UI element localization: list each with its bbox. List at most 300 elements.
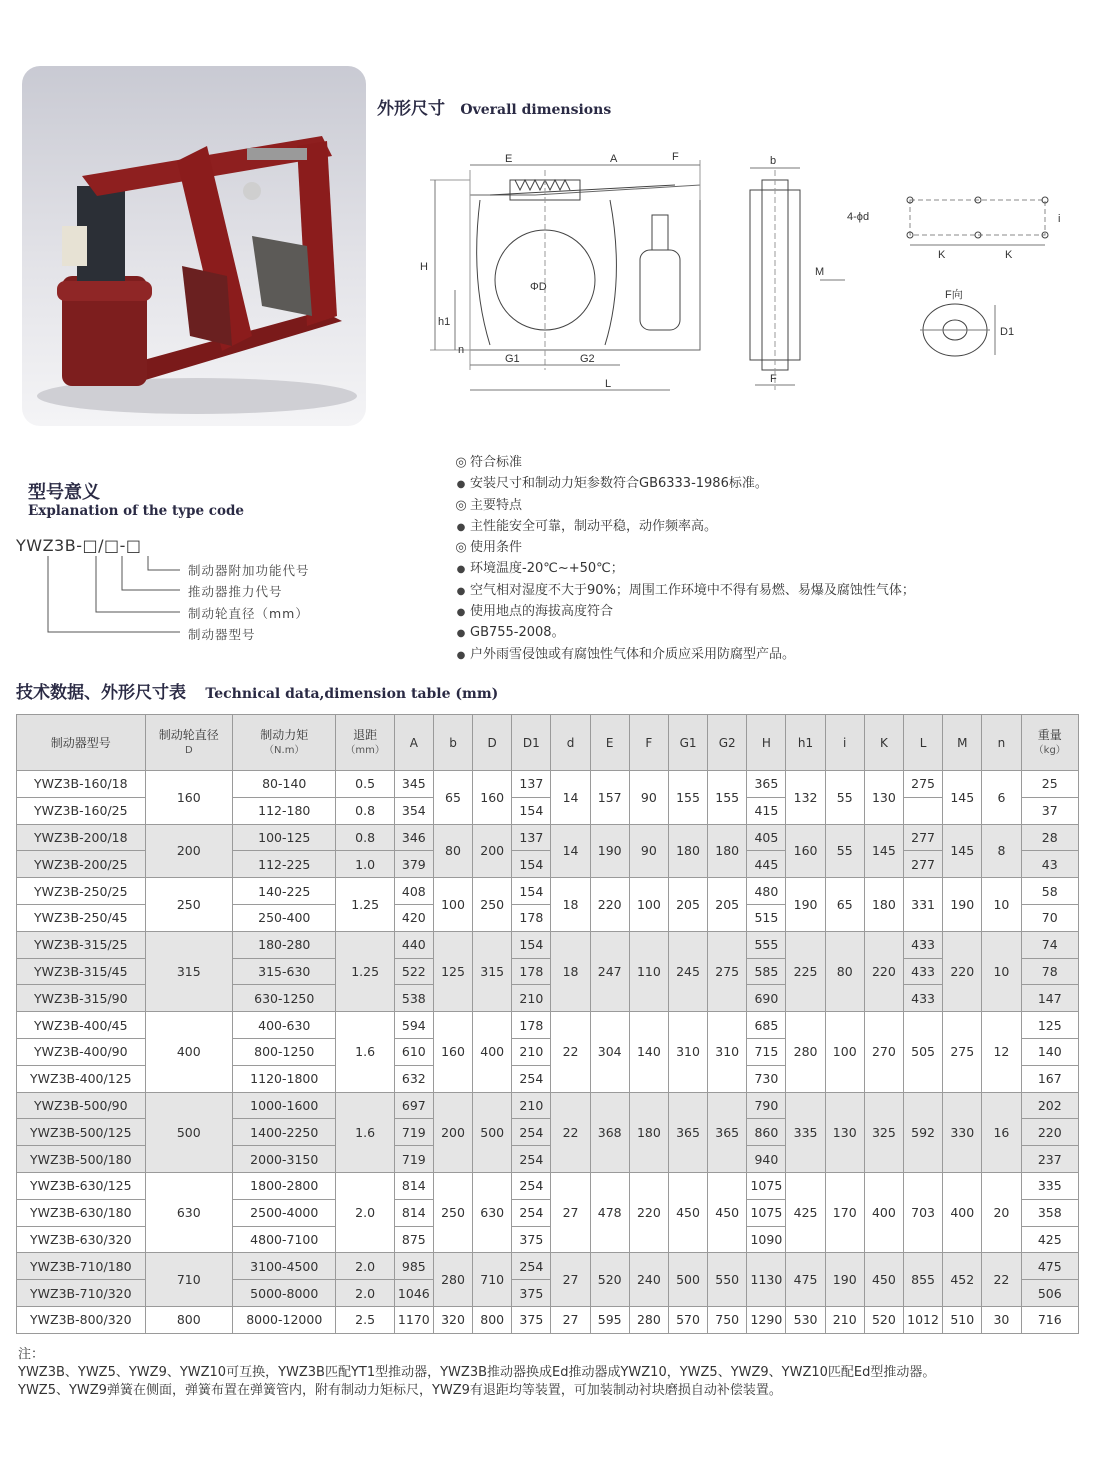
cell-H: 405 <box>747 824 786 851</box>
type-code-item-2: 推动器推力代号 <box>188 584 283 599</box>
cell-A: 814 <box>394 1172 433 1199</box>
dim-label-G2: G2 <box>580 353 595 365</box>
table-row <box>17 1012 1079 1039</box>
cell-F: 110 <box>629 931 668 1011</box>
cell-M: 190 <box>943 878 982 932</box>
cell-h1: 190 <box>786 878 825 932</box>
cell-E: 520 <box>590 1253 629 1307</box>
cell-H: 1075 <box>747 1172 786 1199</box>
table-title-en: Technical data,dimension table (mm) <box>205 686 499 702</box>
cell-torque: 2500-4000 <box>233 1199 336 1226</box>
cell-A: 814 <box>394 1199 433 1226</box>
dimensions-title-en: Overall dimensions <box>460 102 612 118</box>
table-header-cell <box>708 715 747 771</box>
cell-model: YWZ3B-315/90 <box>17 985 146 1012</box>
cell-torque: 180-280 <box>233 931 336 958</box>
dimensions-title <box>377 94 611 119</box>
cell-G1: 570 <box>668 1306 707 1333</box>
cell-torque: 1400-2250 <box>233 1119 336 1146</box>
cell-D: 250 <box>145 878 232 932</box>
cell-D: 160 <box>145 771 232 825</box>
cell-K: 450 <box>864 1253 903 1307</box>
cell-ret: 1.6 <box>336 1012 394 1092</box>
cell-Dw: 400 <box>473 1012 512 1092</box>
product-photo <box>22 66 366 426</box>
cell-n: 8 <box>982 824 1021 878</box>
table-header-cell <box>336 715 394 771</box>
header-label: b <box>449 735 457 750</box>
dim-label-4phid: 4-ϕd <box>847 211 870 223</box>
cell-H: 1290 <box>747 1306 786 1333</box>
cell-G2: 275 <box>708 931 747 1011</box>
dim-label-E: E <box>505 153 513 165</box>
cell-torque: 4800-7100 <box>233 1226 336 1253</box>
cell-E: 478 <box>590 1172 629 1252</box>
cell-d: 18 <box>551 878 590 932</box>
cell-A: 1046 <box>394 1280 433 1307</box>
cell-b: 100 <box>433 878 472 932</box>
cell-G2: 155 <box>708 771 747 825</box>
header-label: D1 <box>522 735 540 750</box>
type-code: YWZ3B-□/□-□ <box>16 536 142 555</box>
cell-D1: 154 <box>512 878 551 905</box>
cell-A: 538 <box>394 985 433 1012</box>
table-header-cell <box>864 715 903 771</box>
cell-model: YWZ3B-630/180 <box>17 1199 146 1226</box>
standards-text: GB755-2008。 <box>470 625 565 641</box>
cell-n: 12 <box>982 1012 1021 1092</box>
cell-torque: 630-1250 <box>233 985 336 1012</box>
cell-M: 400 <box>943 1172 982 1252</box>
target-bullet-icon: ◎ <box>455 540 467 556</box>
cell-A: 985 <box>394 1253 433 1280</box>
table-header-cell <box>982 715 1021 771</box>
cell-A: 719 <box>394 1146 433 1173</box>
table-row <box>17 1306 1079 1333</box>
cell-h1: 425 <box>786 1172 825 1252</box>
header-label: i <box>843 735 847 750</box>
cell-L: 1012 <box>903 1306 942 1333</box>
cell-model: YWZ3B-630/125 <box>17 1172 146 1199</box>
cell-G2: 450 <box>708 1172 747 1252</box>
cell-Dw: 630 <box>473 1172 512 1252</box>
notes-label: 注： <box>18 1347 45 1362</box>
table-row <box>17 931 1079 958</box>
cell-w: 237 <box>1021 1146 1079 1173</box>
standards-heading <box>452 495 915 516</box>
standards-heading <box>452 537 915 558</box>
cell-Dw: 200 <box>473 824 512 878</box>
cell-n: 30 <box>982 1306 1021 1333</box>
dim-label-K2: K <box>1005 249 1013 261</box>
cell-i: 170 <box>825 1172 864 1252</box>
cell-i: 210 <box>825 1306 864 1333</box>
cell-h1: 335 <box>786 1092 825 1172</box>
cell-d: 22 <box>551 1012 590 1092</box>
cell-H: 860 <box>747 1119 786 1146</box>
cell-H: 730 <box>747 1065 786 1092</box>
dot-bullet-icon: ● <box>456 479 466 491</box>
dim-label-K1: K <box>938 249 946 261</box>
cell-K: 145 <box>864 824 903 878</box>
cell-d: 14 <box>551 771 590 825</box>
cell-H: 555 <box>747 931 786 958</box>
cell-D1: 254 <box>512 1119 551 1146</box>
table-header-row <box>17 715 1079 771</box>
cell-D: 200 <box>145 824 232 878</box>
cell-ret: 1.6 <box>336 1092 394 1172</box>
cell-torque: 8000-12000 <box>233 1306 336 1333</box>
cell-A: 1170 <box>394 1306 433 1333</box>
cell-A: 408 <box>394 878 433 905</box>
cell-G2: 550 <box>708 1253 747 1307</box>
cell-A: 420 <box>394 904 433 931</box>
cell-G1: 180 <box>668 824 707 878</box>
standards-item <box>452 558 915 579</box>
cell-A: 719 <box>394 1119 433 1146</box>
standards-text: 主要特点 <box>470 497 523 513</box>
table-row <box>17 824 1079 851</box>
header-sublabel: （mm） <box>345 744 385 756</box>
dot-bullet-icon: ● <box>456 585 466 597</box>
cell-model: YWZ3B-500/90 <box>17 1092 146 1119</box>
header-label: G1 <box>679 735 697 750</box>
cell-torque: 1000-1600 <box>233 1092 336 1119</box>
cell-F: 240 <box>629 1253 668 1307</box>
header-label: n <box>997 735 1006 750</box>
header-label: 制动力矩 <box>260 727 309 742</box>
table-header-cell <box>233 715 336 771</box>
table-header-cell <box>943 715 982 771</box>
cell-ret: 1.25 <box>336 931 394 1011</box>
cell-model: YWZ3B-710/180 <box>17 1253 146 1280</box>
cell-n: 20 <box>982 1172 1021 1252</box>
dot-bullet-icon: ● <box>456 607 466 619</box>
header-label: M <box>957 735 968 750</box>
cell-G1: 365 <box>668 1092 707 1172</box>
cell-torque: 1800-2800 <box>233 1172 336 1199</box>
cell-E: 304 <box>590 1012 629 1092</box>
cell-d: 27 <box>551 1172 590 1252</box>
notes-line-2: YWZ5、YWZ9弹簧在侧面，弹簧布置在弹簧管内，附有制动力矩标尺，YWZ9有退距均等装置，可加装制动衬块磨损自动补偿装置。 <box>18 1383 782 1398</box>
table-body <box>17 771 1079 1334</box>
header-sublabel: D <box>184 744 193 756</box>
table-title <box>16 678 498 703</box>
type-code-title: 型号意义 <box>28 482 100 503</box>
cell-D1: 178 <box>512 958 551 985</box>
table-header-cell <box>433 715 472 771</box>
cell-d: 27 <box>551 1306 590 1333</box>
cell-H: 365 <box>747 771 786 798</box>
cell-b: 160 <box>433 1012 472 1092</box>
cell-b: 250 <box>433 1172 472 1252</box>
cell-torque: 80-140 <box>233 771 336 798</box>
cell-torque: 250-400 <box>233 904 336 931</box>
cell-D: 630 <box>145 1172 232 1252</box>
cell-Dw: 500 <box>473 1092 512 1172</box>
cell-D1: 375 <box>512 1226 551 1253</box>
cell-ret: 0.8 <box>336 797 394 824</box>
table-header-cell <box>668 715 707 771</box>
cell-A: 379 <box>394 851 433 878</box>
table-header-cell <box>512 715 551 771</box>
cell-G2: 180 <box>708 824 747 878</box>
cell-A: 610 <box>394 1038 433 1065</box>
cell-H: 715 <box>747 1038 786 1065</box>
header-label: E <box>605 735 614 750</box>
cell-model: YWZ3B-630/320 <box>17 1226 146 1253</box>
cell-model: YWZ3B-400/90 <box>17 1038 146 1065</box>
cell-model: YWZ3B-710/320 <box>17 1280 146 1307</box>
technical-data-table <box>16 714 1079 1334</box>
cell-w: 78 <box>1021 958 1079 985</box>
cell-ret: 2.0 <box>336 1253 394 1280</box>
standards-item <box>452 622 915 643</box>
cell-Dw: 315 <box>473 931 512 1011</box>
table-header-cell <box>551 715 590 771</box>
cell-b: 200 <box>433 1092 472 1172</box>
type-code-item-4: 制动器型号 <box>188 627 256 642</box>
table-row <box>17 771 1079 798</box>
cell-G1: 500 <box>668 1253 707 1307</box>
cell-L: 277 <box>903 824 942 851</box>
cell-H: 790 <box>747 1092 786 1119</box>
cell-model: YWZ3B-315/45 <box>17 958 146 985</box>
cell-w: 167 <box>1021 1065 1079 1092</box>
header-label: A <box>409 735 418 750</box>
cell-w: 506 <box>1021 1280 1079 1307</box>
cell-A: 594 <box>394 1012 433 1039</box>
cell-i: 100 <box>825 1012 864 1092</box>
cell-L: 275 <box>903 771 942 798</box>
header-label: K <box>879 735 888 750</box>
cell-L: 433 <box>903 931 942 958</box>
cell-F: 280 <box>629 1306 668 1333</box>
table-header-cell <box>590 715 629 771</box>
dot-bullet-icon: ● <box>456 564 466 576</box>
cell-H: 1130 <box>747 1253 786 1307</box>
cell-d: 14 <box>551 824 590 878</box>
cell-D: 800 <box>145 1306 232 1333</box>
cell-D1: 154 <box>512 931 551 958</box>
cell-n: 16 <box>982 1092 1021 1172</box>
cell-i: 80 <box>825 931 864 1011</box>
cell-ret: 0.5 <box>336 771 394 798</box>
cell-Dw: 710 <box>473 1253 512 1307</box>
cell-H: 480 <box>747 878 786 905</box>
cell-L <box>903 797 942 824</box>
cell-G1: 245 <box>668 931 707 1011</box>
cell-M: 275 <box>943 1012 982 1092</box>
cell-K: 180 <box>864 878 903 932</box>
cell-w: 25 <box>1021 771 1079 798</box>
cell-L: 433 <box>903 985 942 1012</box>
standards-item <box>452 644 915 665</box>
dim-label-i: i <box>1058 213 1061 225</box>
notes <box>18 1346 935 1400</box>
cell-torque: 3100-4500 <box>233 1253 336 1280</box>
header-label: d <box>566 735 575 750</box>
cell-D1: 375 <box>512 1280 551 1307</box>
cell-M: 145 <box>943 771 982 825</box>
cell-h1: 225 <box>786 931 825 1011</box>
cell-w: 147 <box>1021 985 1079 1012</box>
header-label: G2 <box>718 735 736 750</box>
table-header-cell <box>394 715 433 771</box>
header-sublabel: （N.m） <box>264 744 305 756</box>
cell-w: 43 <box>1021 851 1079 878</box>
table-header-cell <box>17 715 146 771</box>
table-title-cn: 技术数据、外形尺寸表 <box>16 683 186 703</box>
dim-label-A: A <box>610 153 618 165</box>
dim-label-phiD: ΦD <box>530 281 547 293</box>
cell-Dw: 800 <box>473 1306 512 1333</box>
cell-L: 433 <box>903 958 942 985</box>
cell-G2: 750 <box>708 1306 747 1333</box>
cell-b: 320 <box>433 1306 472 1333</box>
cell-torque: 1120-1800 <box>233 1065 336 1092</box>
cell-w: 140 <box>1021 1038 1079 1065</box>
cell-n: 22 <box>982 1253 1021 1307</box>
header-label: 重量 <box>1037 727 1062 742</box>
cell-h1: 475 <box>786 1253 825 1307</box>
cell-b: 65 <box>433 771 472 825</box>
cell-F: 90 <box>629 771 668 825</box>
cell-model: YWZ3B-400/45 <box>17 1012 146 1039</box>
cell-w: 37 <box>1021 797 1079 824</box>
cell-ret: 1.25 <box>336 878 394 932</box>
table-row <box>17 1253 1079 1280</box>
cell-model: YWZ3B-400/125 <box>17 1065 146 1092</box>
cell-D1: 137 <box>512 771 551 798</box>
cell-torque: 5000-8000 <box>233 1280 336 1307</box>
cell-K: 520 <box>864 1306 903 1333</box>
dim-label-h1: h1 <box>438 316 451 328</box>
cell-D1: 210 <box>512 1038 551 1065</box>
cell-H: 585 <box>747 958 786 985</box>
cell-M: 220 <box>943 931 982 1011</box>
cell-model: YWZ3B-250/25 <box>17 878 146 905</box>
cell-torque: 100-125 <box>233 824 336 851</box>
cell-M: 510 <box>943 1306 982 1333</box>
cell-D1: 254 <box>512 1146 551 1173</box>
dot-bullet-icon: ● <box>456 649 466 661</box>
cell-L: 703 <box>903 1172 942 1252</box>
cell-A: 345 <box>394 771 433 798</box>
cell-w: 220 <box>1021 1119 1079 1146</box>
cell-i: 190 <box>825 1253 864 1307</box>
standards-item <box>452 601 915 622</box>
table-header-cell <box>786 715 825 771</box>
dim-label-F-dir: F向 <box>945 289 963 301</box>
cell-K: 130 <box>864 771 903 825</box>
table-header-cell <box>473 715 512 771</box>
table-header-cell <box>1021 715 1079 771</box>
dim-label-H: H <box>420 261 428 273</box>
cell-w: 202 <box>1021 1092 1079 1119</box>
cell-H: 685 <box>747 1012 786 1039</box>
cell-D1: 154 <box>512 851 551 878</box>
cell-M: 452 <box>943 1253 982 1307</box>
cell-A: 632 <box>394 1065 433 1092</box>
cell-G1: 205 <box>668 878 707 932</box>
cell-K: 270 <box>864 1012 903 1092</box>
dim-label-F: F <box>672 151 679 163</box>
cell-F: 140 <box>629 1012 668 1092</box>
cell-D1: 254 <box>512 1253 551 1280</box>
cell-H: 1075 <box>747 1199 786 1226</box>
cell-H: 415 <box>747 797 786 824</box>
cell-F: 100 <box>629 878 668 932</box>
target-bullet-icon: ◎ <box>455 497 467 513</box>
cell-n: 10 <box>982 931 1021 1011</box>
standards-text: 符合标准 <box>470 455 523 470</box>
cell-D: 710 <box>145 1253 232 1307</box>
cell-E: 368 <box>590 1092 629 1172</box>
dot-bullet-icon: ● <box>456 521 466 533</box>
cell-w: 28 <box>1021 824 1079 851</box>
standards-text: 户外雨雪侵蚀或有腐蚀性气体和介质应采用防腐型产品。 <box>470 646 796 662</box>
cell-G2: 205 <box>708 878 747 932</box>
cell-K: 400 <box>864 1172 903 1252</box>
cell-D1: 178 <box>512 904 551 931</box>
cell-Dw: 160 <box>473 771 512 825</box>
cell-d: 18 <box>551 931 590 1011</box>
cell-w: 125 <box>1021 1012 1079 1039</box>
cell-model: YWZ3B-500/125 <box>17 1119 146 1146</box>
cell-model: YWZ3B-200/18 <box>17 824 146 851</box>
cell-h1: 132 <box>786 771 825 825</box>
cell-D1: 178 <box>512 1012 551 1039</box>
cell-M: 145 <box>943 824 982 878</box>
cell-b: 125 <box>433 931 472 1011</box>
cell-torque: 315-630 <box>233 958 336 985</box>
table-header-cell <box>145 715 232 771</box>
header-label: F <box>645 735 653 750</box>
cell-model: YWZ3B-250/45 <box>17 904 146 931</box>
cell-model: YWZ3B-800/320 <box>17 1306 146 1333</box>
cell-A: 875 <box>394 1226 433 1253</box>
target-bullet-icon: ◎ <box>455 455 467 470</box>
cell-i: 55 <box>825 824 864 878</box>
cell-D1: 137 <box>512 824 551 851</box>
cell-d: 27 <box>551 1253 590 1307</box>
dim-label-L: L <box>605 378 612 390</box>
cell-H: 940 <box>747 1146 786 1173</box>
cell-torque: 800-1250 <box>233 1038 336 1065</box>
type-code-item-1: 制动器附加功能代号 <box>188 563 310 578</box>
cell-torque: 112-180 <box>233 797 336 824</box>
header-sublabel: （kg） <box>1033 744 1066 756</box>
header-label: D <box>487 735 497 750</box>
cell-K: 325 <box>864 1092 903 1172</box>
type-code-leader-lines <box>40 552 200 642</box>
cell-E: 220 <box>590 878 629 932</box>
header-label: 退距 <box>353 727 378 742</box>
table-header-cell <box>747 715 786 771</box>
cell-D1: 375 <box>512 1306 551 1333</box>
cell-A: 354 <box>394 797 433 824</box>
cell-L: 331 <box>903 878 942 932</box>
cell-n: 6 <box>982 771 1021 825</box>
cell-torque: 140-225 <box>233 878 336 905</box>
standards-text: 主性能安全可靠，制动平稳，动作频率高。 <box>470 518 718 534</box>
cell-F: 180 <box>629 1092 668 1172</box>
cell-n: 10 <box>982 878 1021 932</box>
standards-list <box>452 452 915 665</box>
header-label: h1 <box>797 735 814 750</box>
cell-torque: 400-630 <box>233 1012 336 1039</box>
